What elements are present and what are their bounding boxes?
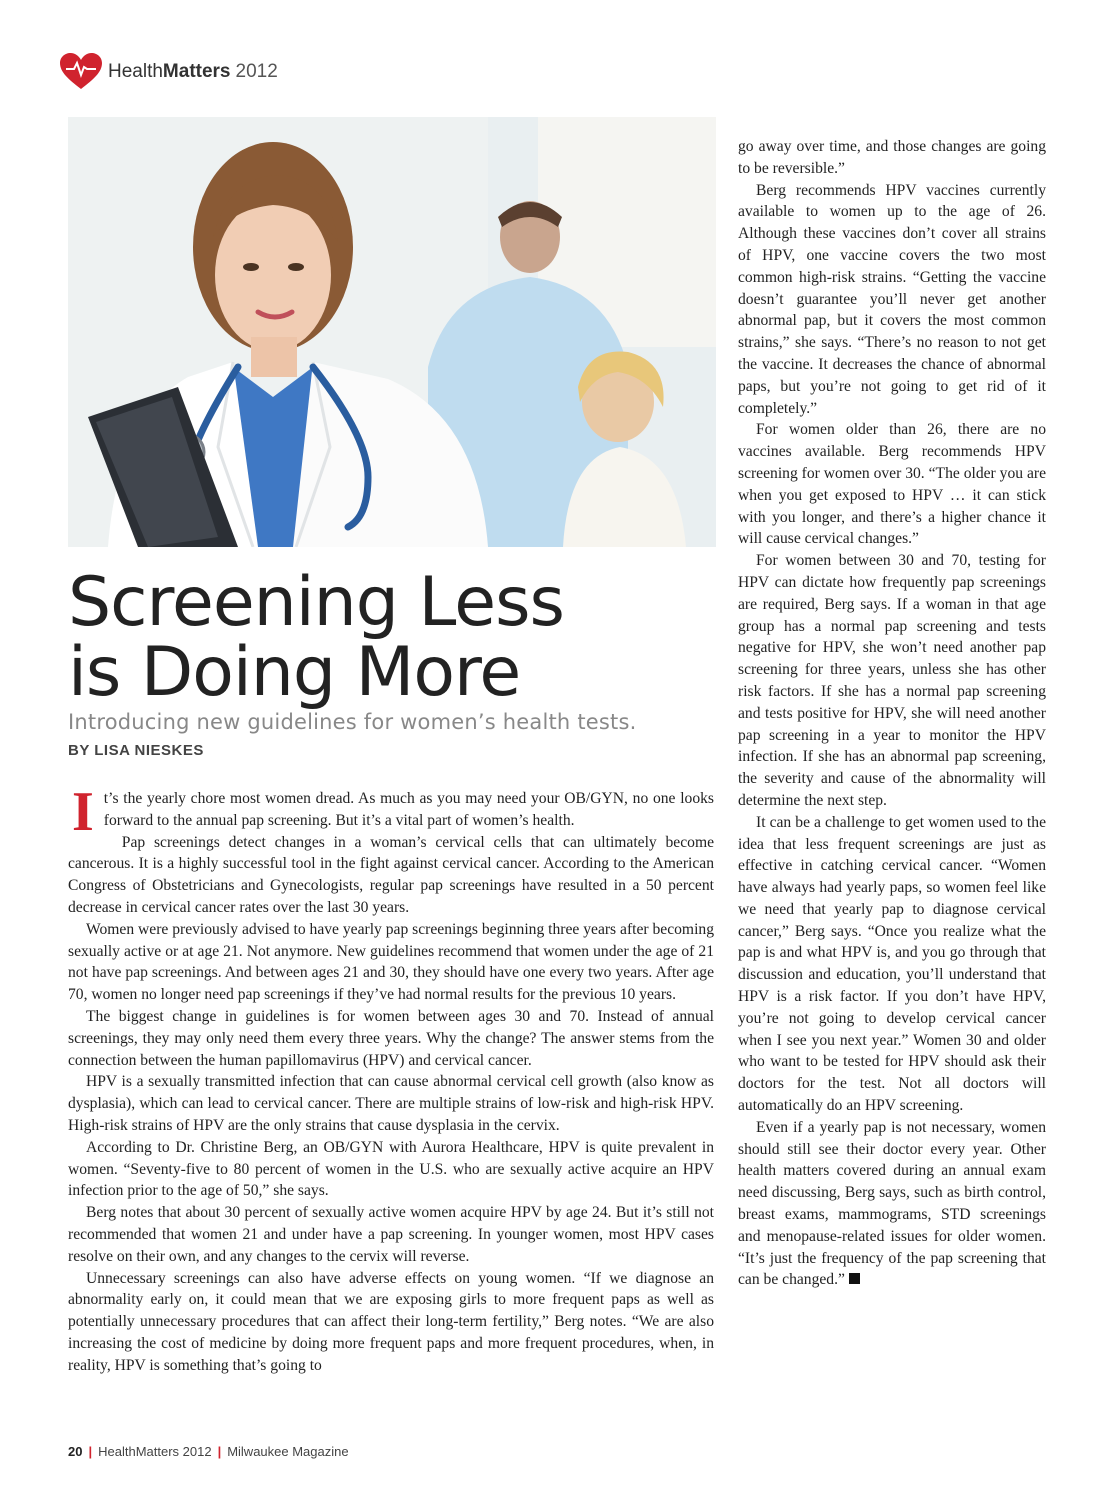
- article-paragraph: According to Dr. Christine Berg, an OB/GYN with Aurora Healthcare, HPV is quite prevalent in women. “Seventy-five to 80 percent of women in the U.S. who are sexually active acquire an HPV infection prior to the age of 50,” she says.: [68, 1138, 714, 1200]
- article-paragraph: Berg recommends HPV vaccines currently available to women up to the age of 26. Although these vaccines don’t cover all strains of HPV, one vaccine covers the two most common high-risk strains. “Getting the vaccine doesn’t guarantee you’ll never get another abnormal pap, but it covers the most common strains,” she says. “There’s no reason to not get the vaccine. It decreases the chance of abnormal paps, but you’re not going to get rid of it completely.”: [738, 181, 1046, 417]
- article-paragraph: HPV is a sexually transmitted infection that can cause abnormal cervical cell growth (also know as dysplasia), which can lead to cervical cancer. There are multiple strains of low-risk and high-risk HPV. High-risk strains of HPV are the only strains that cause dysplasia in the cervix.: [68, 1073, 714, 1134]
- article-title: [68, 563, 718, 712]
- paragraph-text: t’s the yearly chore most women dread. As much as you may need your OB/GYN, no one looks forward to the annual pap screening. But it’s a vital part of women’s health.: [103, 790, 714, 829]
- title-line-2: is Doing More: [68, 633, 521, 712]
- heart-logo-icon: [60, 53, 102, 91]
- footer-magazine: Milwaukee Magazine: [227, 1444, 349, 1459]
- article-byline: BY LISA NIESKES: [68, 742, 204, 759]
- article-subtitle: Introducing new guidelines for women’s health tests.: [68, 710, 637, 734]
- drop-cap: I: [72, 781, 94, 843]
- article-paragraph: It can be a challenge to get women used to the idea that less frequent screenings are just as effective in catching cervical cancer. “Women have always had yearly paps, so women feel like we need that yearly pap to diagnose cervical cancer,” Berg says. “Once you realize what the pap is and what HPV is, and you go through that discussion and education, you’ll understand that HPV is a risk factor. If you don’t have HPV, you’re not going to develop cervical cancer when I see you next year.” Women 30 and older who want to be tested for HPV should ask their doctors for the test. Not all doctors will automatically do an HPV screening.: [738, 813, 1046, 1115]
- article-paragraph: The biggest change in guidelines is for women between ages 30 and 70. Instead of annual screenings, they may only need them every three years. Why the change? The answer stems from the connection between the human papillomavirus (HPV) and cervical cancer.: [68, 1007, 714, 1069]
- end-mark-icon: [849, 1273, 860, 1284]
- brand-bold: Matters: [162, 61, 231, 82]
- page-header: [60, 52, 278, 92]
- page-number: 20: [68, 1444, 83, 1459]
- footer-separator: |: [88, 1444, 93, 1459]
- brand-prefix: Health: [108, 61, 163, 82]
- article-column-right: [738, 136, 1046, 1291]
- paragraph-text: Even if a yearly pap is not necessary, women should still see their doctor every year. Other health matters covered during an annual exam need discussing, Berg says, such as birth control, breast exams, mammograms, STD screenings and menopause-related issues for older women. “It’s just the frequency of the pap screening that can be changed.”: [738, 1118, 1046, 1289]
- doctor-photo: [68, 117, 716, 547]
- brand-name: [108, 61, 231, 83]
- photo-illustration: [68, 117, 716, 547]
- article-paragraph: go away over time, and those changes are going to be reversible.”: [738, 138, 1046, 177]
- article-paragraph: Unnecessary screenings can also have adverse effects on young women. “If we diagnose an abnormality early on, it could mean that we are exposing girls to more frequent paps as well as potentially unnecessary procedures that can affect their long-term fertility,” Berg notes. “We are also increasing the cost of medicine by doing more frequent paps and more frequent procedures, when, in reality, HPV is something that’s going to: [68, 1269, 714, 1374]
- article-paragraph: For women older than 26, there are no vaccines available. Berg recommends HPV screening for women over 30. “The older you are when you get exposed to HPV … it can stick with you longer, and there’s a higher chance it will cause cervical changes.”: [738, 421, 1046, 548]
- article-paragraph: Women were previously advised to have yearly pap screenings beginning three years after becoming sexually active or at age 21. Not anymore. New guidelines recommend that women under the age of 21 not have pap screenings. And between ages 21 and 30, they should have one every two years. After age 70, women no longer need pap screenings if they’ve had normal results for the previous 10 years.: [68, 920, 714, 1004]
- footer-separator: |: [217, 1444, 222, 1459]
- title-line-1: Screening Less: [68, 563, 564, 642]
- article-paragraph: Berg notes that about 30 percent of sexually active women acquire HPV by age 24. But it’s still not recommended that women 21 and under have a pap screening. In younger women, most HPV cases resolve on their own, and any changes to the cervix will reverse.: [68, 1204, 714, 1265]
- article-paragraph: [68, 781, 714, 843]
- article-paragraph: For women between 30 and 70, testing for HPV can dictate how frequently pap screenings are required, Berg says. If a woman in that age group has a normal pap screening and tests negative for HPV, she won’t need another pap screening for three years, unless she has other risk factors. If she has a normal pap screening and tests positive for HPV, she will need another pap screening in a year to monitor the HPV infection. If she has an abnormal pap screening, the severity and cause of the abnormality will determine the next step.: [738, 552, 1046, 809]
- page-footer: [68, 1444, 349, 1459]
- article-paragraph: Pap screenings detect changes in a woman’s cervical cells that can ultimately become cancerous. It is a highly successful tool in the fight against cervical cancer. According to the American Congress of Obstetricians and Gynecologists, regular pap screenings have resulted in a 50 percent decrease in cervical cancer rates over the last 30 years.: [68, 833, 714, 916]
- footer-section: HealthMatters 2012: [98, 1444, 212, 1459]
- article-paragraph: [738, 1117, 1046, 1291]
- article-column-left: [68, 781, 714, 1377]
- brand-year: 2012: [235, 61, 278, 82]
